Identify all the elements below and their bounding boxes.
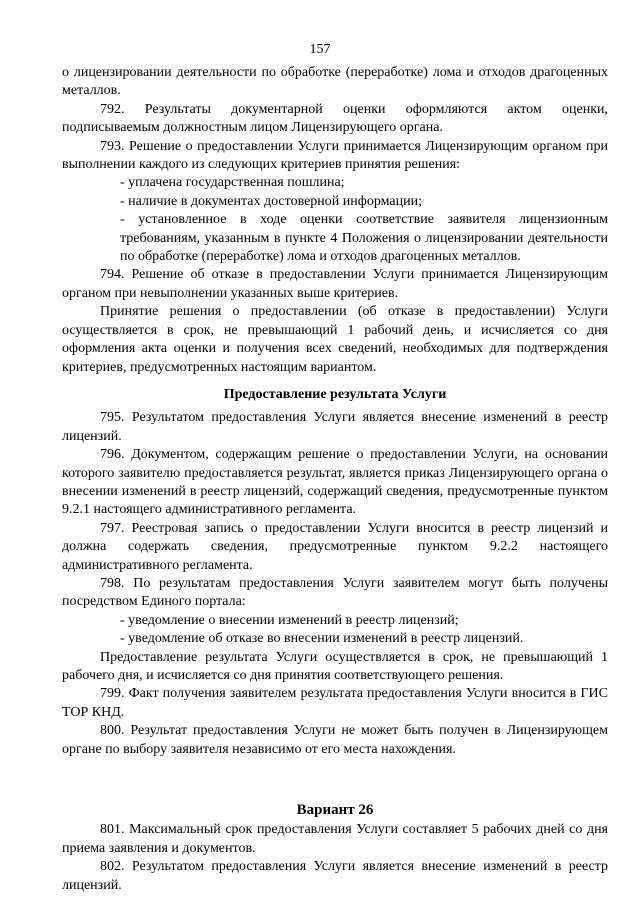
paragraph: 793. Решение о предоставлении Услуги принимается Лицензирующим органом при выполнении каждого из следующих критериев принятия решения: (62, 138, 608, 173)
paragraph: о лицензировании деятельности по обработке (переработке) лома и отходов драгоценных металлов. (62, 65, 608, 99)
paragraph: 794. Решение об отказе в предоставлении Услуги принимается Лицензирующим органом при невыполнении указанных выше критериев. (62, 267, 608, 301)
page-number: 157 (309, 42, 331, 57)
document-body (62, 64, 608, 895)
paragraph: 796. Документом, содержащим решение о предоставлении Услуги, на основании которого заявителю предоставляется результат, является приказ Лицензирующего органа о внесении изменений в реестр лицензий, содержащий сведения, предусмотренные пунктом 9.2.1 настоящего административного регламента. (62, 447, 608, 518)
paragraph: 799. Факт получения заявителем результата предоставления Услуги вносится в ГИС ТОР КНД. (62, 686, 608, 720)
paragraph: Предоставление результата Услуги осуществляется в срок, не превышающий 1 рабочего дня, и исчисляется со дня принятия соответствующего решения. (62, 649, 608, 683)
list-item: - наличие в документах достоверной информации; (62, 193, 608, 211)
paragraph: 800. Результат предоставления Услуги не может быть получен в Лицензирующем органе по выбору заявителя независимо от его места нахождения. (62, 723, 608, 757)
list-item: - установленное в ходе оценки соответствие заявителя лицензионным требованиям, указанным в пункте 4 Положения о лицензировании деятельности по обработке (переработке) лома и отходов драгоценных металлов. (62, 211, 608, 266)
paragraph: 797. Реестровая запись о предоставлении Услуги вносится в реестр лицензий и должна содержать сведения, предусмотренные пунктом 9.2.2 настоящего административного регламента. (62, 520, 608, 573)
list-item: - уведомление об отказе во внесении изменений в реестр лицензий. (62, 630, 608, 648)
paragraph: 801. Максимальный срок предоставления Услуги составляет 5 рабочих дней со дня приема заявления и документов. (62, 822, 608, 856)
paragraph: 792. Результаты документарной оценки оформляются актом оценки, подписываемым должностным лицом Лицензирующего органа. (62, 101, 608, 136)
paragraph: Принятие решения о предоставлении (об отказе в предоставлении) Услуги осуществляется в срок, не превышающий 1 рабочий день, и исчисляется со дня оформления акта оценки и получения всех сведений, необходимых для подтверждения критериев, предусмотренных настоящим вариантом. (62, 304, 608, 375)
list-item: - уведомление о внесении изменений в реестр лицензий; (62, 612, 608, 630)
list-item: - уплачена государственная пошлина; (62, 174, 608, 192)
paragraph: 798. По результатам предоставления Услуги заявителем могут быть получены посредством Единого портала: (62, 575, 608, 610)
paragraph: 802. Результатом предоставления Услуги является внесение изменений в реестр лицензий. (62, 859, 608, 893)
paragraph: 795. Результатом предоставления Услуги является внесение изменений в реестр лицензий. (62, 410, 608, 444)
section-heading: Предоставление результата Услуги (223, 386, 447, 402)
variant-heading: Вариант 26 (296, 802, 374, 819)
